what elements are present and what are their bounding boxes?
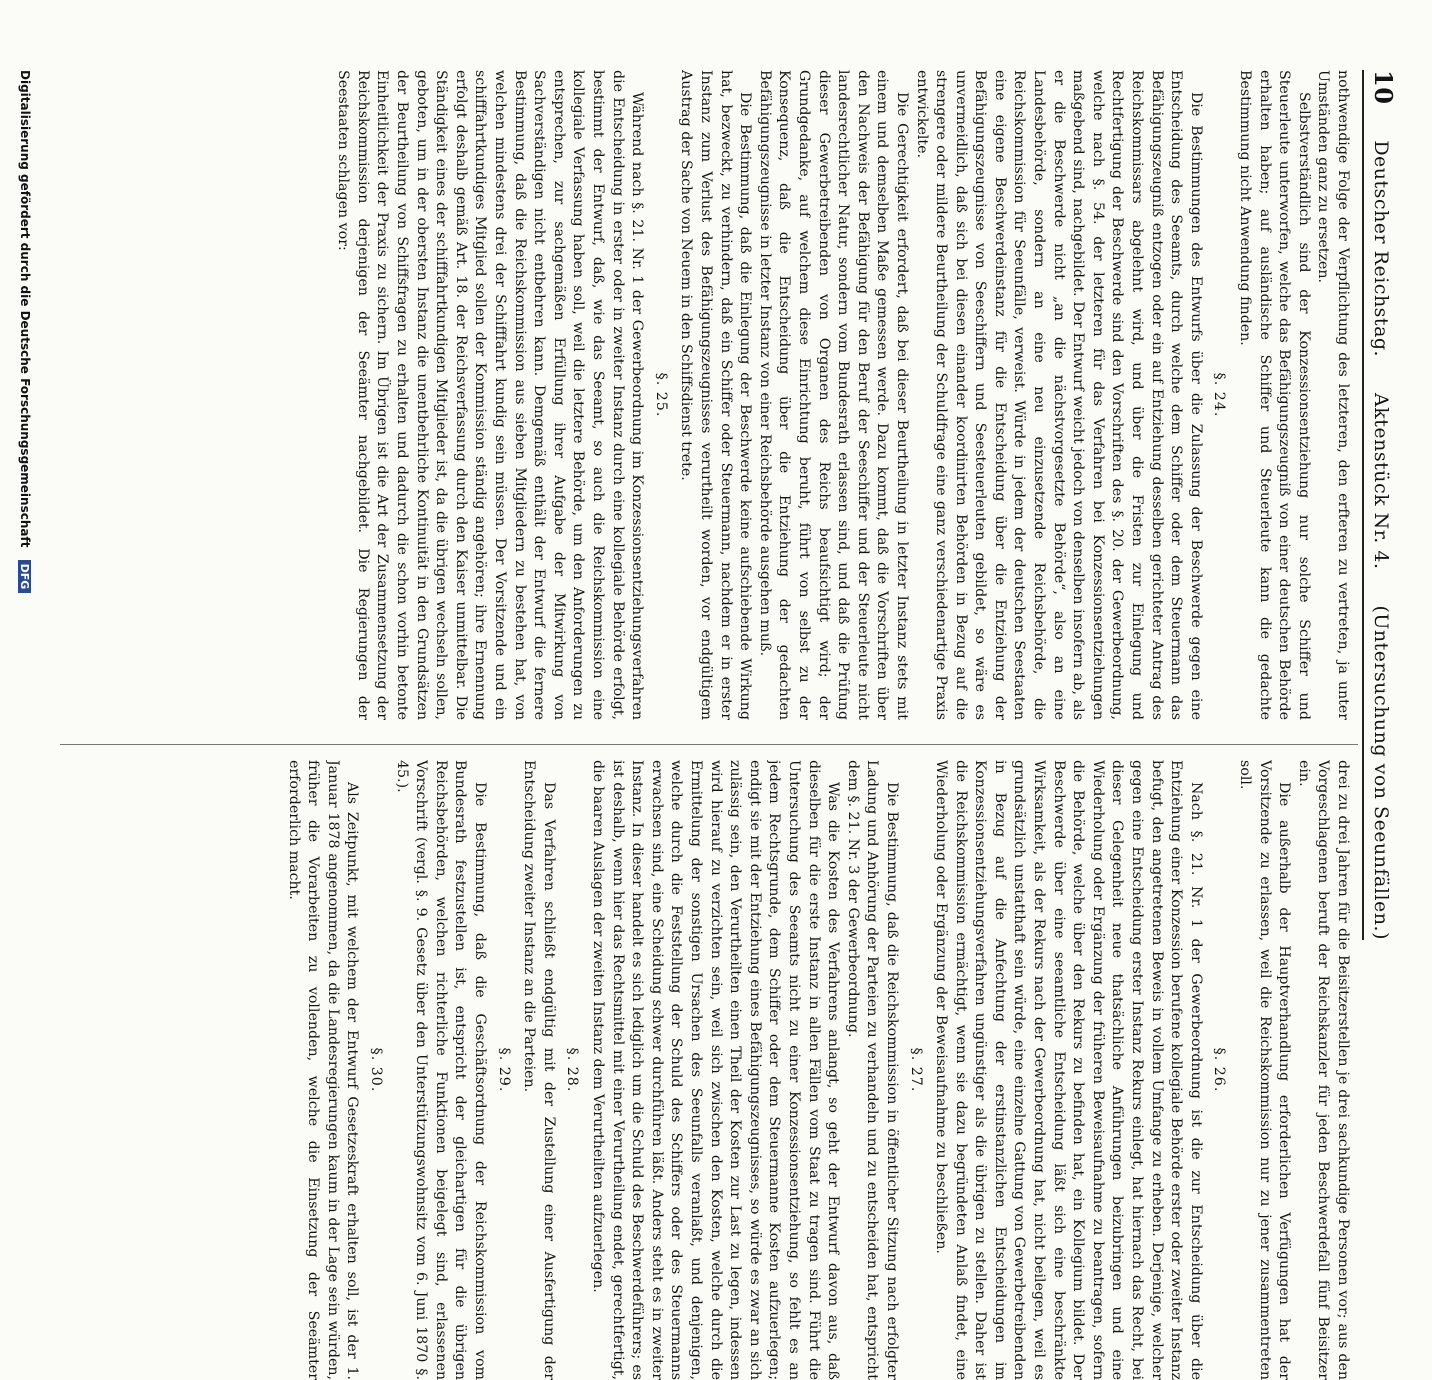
section-heading: §. 26. (1211, 1047, 1228, 1093)
paragraph: Selbstverständlich sind der Konzessionsentziehung nur solche Schiffer und Steuerleute unterworfen, welche das Befähigungszeugniß von einer deutschen Behörde erhalten haben; auf ausländische Schiffer und Steuerleute kann die gedachte Bestimmung nicht Anwendung finden. (1237, 70, 1312, 720)
right-column (62, 760, 1352, 1380)
digitization-text: Digitalisierung gefördert durch die Deutsche Forschungsgemeinschaft (18, 70, 32, 548)
paragraph: Die Bestimmung, daß die Reichskommission in öffentlicher Sitzung nach erfolgter Ladung und Anhörung der Parteien zu verhandeln und zu entscheiden hat, entspricht dem §. 21. Nr. 3 der Gewerbeordnung. (844, 760, 900, 1380)
column-divider (60, 744, 1358, 745)
header-rule (1362, 70, 1364, 940)
paragraph: Die Bestimmung, daß die Einlegung der Beschwerde keine aufschiebende Wirkung hat, bezweckt, zu verhindern, daß ein Schiffer oder Steuermann, nachdem er in erster Instanz zum Verlust des Befähigungszeugnisses verurtheilt worden, vor endgültigem Austrag der Sache von Neuem in den Schiffsdienst trete. (678, 70, 754, 720)
running-header (1368, 70, 1398, 940)
paragraph: Als Zeitpunkt, mit welchem der Entwurf Gesetzeskraft erhalten soll, ist der 1. Januar 1878 angenommen, da die Landesregierungen kaum in der Lage sein würden, früher die Vorarbeiten zu vollenden, welche die Einsetzung der Seeämter erforderlich macht. (285, 760, 361, 1380)
section-heading: §. 29. (495, 1047, 512, 1093)
paragraph: nothwendige Folge der Verpflichtung des letzteren, den erfteren zu vertreten, ja unter Umständen ganz zu ersetzen. (1315, 70, 1351, 720)
left-column (62, 70, 1352, 720)
paragraph: Das Verfahren schließt endgültig mit der Zustellung einer Ausfertigung der Entscheidung zweiter Instanz an die Parteien. (521, 760, 557, 1380)
paragraph: Während nach §. 21. Nr. 1 der Gewerbeordnung im Konzessionsentziehungsverfahren die Entscheidung in erster oder in zweiter Instanz durch eine kollegiale Behörde erfolgt, bestimmt der Entwurf, daß, wie das Seeamt, so auch die Reichskommission eine kollegiale Verfassung haben soll, weil die letztere Behörde, um den Anforderungen zu entsprechen, zur sachgemäßen Erfüllung ihrer Aufgabe der Mitwirkung von Sachverständigen nicht entbehren kann. Demgemäß enthält der Entwurf die fernere Bestimmung, daß die Reichskommission aus sieben Mitgliedern zu bestehen hat, von welchen mindestens drei der Schifffahrt kundig sein müssen. Der Vorsitzende und ein schifffahrtkundiges Mitglied sollen der Kommission ständig angehören; ihre Ernennung erfolgt deshalb gemäß Art. 18. der Reichsverfassung durch den Kaiser unmittelbar. Die Ständigkeit eines der schifffahrtkundigen Mitglieder ist, da die übrigen wechseln sollen, geboten, um in der obersten Instanz die unentbehrliche Kontinuität in den Grundsätzen der Beurtheilung von Schiffsfragen zu erhalten und dadurch die schon vorhin betonte Einheitlichkeit der Praxis zu sichern. Im Übrigen ist die Art der Zusammensetzung der Reichskommission derjenigen der Seeämter nachgebildet. Die Regierungen der Seestaaten schlagen vor: (335, 70, 646, 720)
paragraph: drei zu drei Jahren für die Beisitzerstellen je drei sachkundige Personen vor; aus den Vorgeschlagenen beruft der Reichskanzler für jeden Beschwerdefall fünf Beisitzer ein. (1295, 760, 1351, 1380)
paragraph: Nach §. 21. Nr. 1 der Gewerbeordnung ist die zur Entscheidung über die Entziehung einer Konzession berufene kollegiale Behörde erster oder zweiter Instanz befugt, den angetretenen Beweis in vollem Umfange zu erheben. Derjenige, welcher gegen eine Entscheidung erster Instanz Rekurs einlegt, hat hiernach das Recht, bei dieser Gelegenheit neue thatsächliche Anführungen beizubringen und eine Wiederholung oder Ergänzung der früheren Beweisaufnahme zu beantragen, sofern die Behörde, welche über den Rekurs zu befinden hat, ein Kollegium bildet. Der Beschwerde über eine seeamtliche Entscheidung läßt sich eine beschränkte Wirksamkeit, als der Rekurs nach der Gewerbeordnung hat, nicht beilegen, weil es grundsätzlich unstatthaft sein würde, eine einzelne Gattung von Gewerbetreibenden in Bezug auf die Anfechtung der erstinstanzlichen Entscheidungen im Konzessionsentziehungsverfahren ungünstiger als die übrigen zu stellen. Daher ist die Reichskommission ermächtigt, wenn sie dazu begründeten Anlaß findet, eine Wiederholung oder Ergänzung der Beweisaufnahme zu beschließen. (933, 760, 1204, 1380)
paragraph: Die Bestimmung, daß die Geschäftsordnung der Reichskommission vom Bundesrath festzustellen ist, entspricht der gleichartigen für die übrigen Reichsbehörden, welchen richterliche Funktionen beigelegt sind, erlassenen Vorschrift (vergl. §. 9. Gesetz über den Unterstützungswohnsitz vom 6. Juni 1870 §. 45.). (393, 760, 489, 1380)
dfg-logo: DFG (18, 560, 31, 594)
section-heading: §. 25. (652, 372, 669, 418)
section-heading: §. 24. (1211, 372, 1228, 418)
digitization-note (18, 70, 32, 593)
header-right-title: (Untersuchung von Seeunfällen.) (1370, 605, 1392, 940)
header-left-title: Deutscher Reichstag. (1370, 140, 1392, 358)
paragraph: Die Bestimmungen des Entwurfs über die Zulassung der Beschwerde gegen eine Entscheidung des Seeamts, durch welche dem Schiffer oder dem Steuermann das Befähigungszeugniß entzogen oder ein auf Entziehung desselben gerichteter Antrag des Reichskommissars abgelehnt wird, und über die Fristen zur Einlegung und Rechtfertigung der Beschwerde sind den Vorschriften des §. 20. der Gewerbeordnung, welche nach §. 54. der letzteren für das Verfahren bei Konzessionsentziehungen maßgebend sind, nachgebildet. Der Entwurf weicht jedoch von denselben insofern ab, als er die Beschwerde nicht „an die nächstvorgesetzte Behörde“, also an eine Landesbehörde, sondern an eine neu einzusetzende Reichsbehörde, die Reichskommission für Seeunfälle, verweist. Würde in jedem der deutschen Seestaaten eine eigene Beschwerdeinstanz für die Entscheidung über die Entziehung der Befähigungszeugnisse von Seeschiffern und Seesteuerleuten gebildet, so wäre es unvermeidlich, daß sich bei diesen einander koordinirten Behörden in Bezug auf die strengere oder mildere Beurtheilung der Schuldfrage eine ganz verschiedenartige Praxis entwickelte. (913, 70, 1204, 720)
section-heading: §. 28. (564, 1047, 581, 1093)
page-number: 10 (1369, 70, 1398, 105)
paragraph: Was die Kosten des Verfahrens anlangt, so geht der Entwurf davon aus, daß dieselben für die erste Instanz in allen Fällen vom Staat zu tragen sind. Führt die Untersuchung des Seeamts nicht zu einer Konzessionsentziehung, so fehlt es an jedem Rechtsgrunde, dem Schiffer oder dem Steuermanne Kosten aufzuerlegen; endigt sie mit der Entziehung eines Befähigungszeugnisses, so würde es zwar an sich zulässig sein, den Verurtheilten einen Theil der Kosten zur Last zu legen, indessen wird hierauf zu verzichten sein, weil sich zwischen den Kosten, welche durch die Ermittelung der sonstigen Ursachen des Seeunfalls veranlaßt, und denjenigen, welche durch die Feststellung der Schuld des Schiffers oder des Steuermanns erwachsen sind, eine Scheidung schwer durchführen läßt. Anders steht es in zweiter Instanz. In dieser handelt es sich lediglich um die Schuld des Beschwerdeführers; es ist deshalb, wenn hier das Rechtsmittel mit einer Verurtheilung endet, gerechtfertigt, die baaren Auslagen der zweiten Instanz dem Verurtheilten aufzuerlegen. (590, 760, 842, 1380)
section-heading: §. 30. (368, 1047, 385, 1093)
section-heading: §. 27. (907, 1047, 924, 1093)
paragraph: Die Gerechtigkeit erfordert, daß bei dieser Beurtheilung in letzter Instanz stets mit einem und demselben Maße gemessen werde. Dazu kommt, daß die Vorschriften über den Nachweis der Befähigung für den Beruf der Seeschiffer und der Steuerleute nicht landesrechtlicher Natur, sondern vom Bundesrath erlassen sind, und daß die Prüfung dieser Gewerbetreibenden von Organen des Reichs beaufsichtigt wird; der Grundgedanke, auf welchem diese Einrichtung beruht, führt von selbst zu der Konsequenz, daß die Entscheidung über die Entziehung der gedachten Befähigungszeugnisse in letzter Instanz von einer Reichsbehörde ausgehen muß. (756, 70, 910, 720)
paragraph: Die außerhalb der Hauptverhandlung erforderlichen Verfügungen hat der Vorsitzende zu erlassen, weil die Reichskommission nur zu jener zusammentreten soll. (1237, 760, 1293, 1380)
header-center-title: Aktenstück Nr. 4. (1370, 393, 1392, 570)
